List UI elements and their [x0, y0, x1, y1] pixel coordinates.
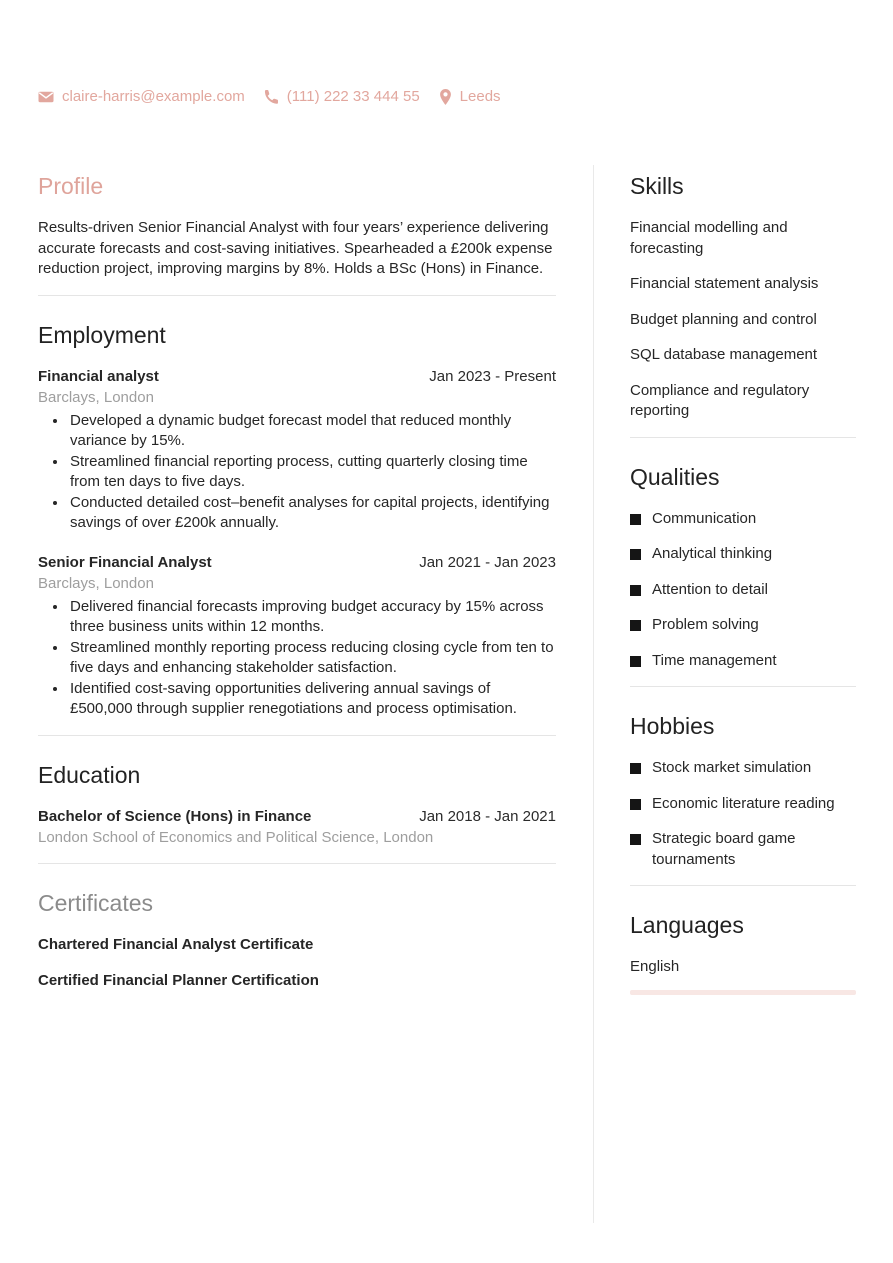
contact-email-text: claire-harris@example.com	[62, 88, 245, 105]
quality-item	[630, 509, 856, 530]
job-header	[38, 553, 556, 573]
quality-label: Problem solving	[652, 616, 759, 633]
job-bullet: • Developed a dynamic budget forecast model that reduced monthly variance by 15%.	[68, 411, 556, 452]
contact-phone-text: (111) 222 33 444 55	[286, 88, 420, 105]
contact-bar	[38, 88, 501, 105]
skill-item: Financial modelling and forecasting	[630, 219, 788, 257]
square-bullet-icon	[630, 514, 641, 525]
square-bullet-icon	[630, 585, 641, 596]
skills-section	[630, 172, 856, 422]
quality-item	[630, 651, 856, 672]
divider-after-employment	[38, 735, 556, 736]
language-name: English	[630, 958, 680, 975]
job-company: Barclays, London	[38, 574, 154, 592]
qualities-heading: Qualities	[630, 463, 720, 490]
right-column	[630, 165, 856, 1223]
qualities-section	[630, 463, 856, 672]
job-title: Senior Financial Analyst	[38, 553, 212, 571]
hobby-item	[630, 829, 856, 870]
job-bullet-list	[38, 597, 556, 720]
location-pin-icon	[439, 89, 452, 105]
education-entry	[38, 807, 556, 848]
languages-heading: Languages	[630, 912, 744, 938]
divider-after-skills	[630, 437, 856, 438]
hobby-label: Strategic board game tournaments	[652, 830, 796, 868]
hobbies-heading: Hobbies	[630, 713, 715, 739]
quality-item	[630, 580, 856, 601]
skills-heading: Skills	[630, 173, 684, 199]
languages-section	[630, 911, 856, 995]
square-bullet-icon	[630, 763, 641, 774]
job-title: Financial analyst	[38, 367, 159, 385]
divider-after-qualities	[630, 686, 856, 687]
job-bullet: • Streamlined monthly reporting process reducing closing cycle from ten to five days and enhancing stakeholder satisfaction.	[68, 638, 556, 679]
skill-item: Compliance and regulatory reporting	[630, 381, 810, 419]
skill-item: Financial statement analysis	[630, 275, 819, 292]
main-columns	[38, 165, 856, 1223]
hobby-item	[630, 794, 856, 815]
square-bullet-icon	[630, 549, 641, 560]
email-icon	[38, 89, 54, 105]
profile-heading: Profile	[38, 173, 104, 199]
job-entry	[38, 553, 556, 720]
job-bullet: • Conducted detailed cost–benefit analyses for capital projects, identifying savings of over £200k annually.	[68, 493, 556, 534]
quality-label: Attention to detail	[652, 580, 768, 598]
contact-location-text: Leeds	[459, 88, 501, 105]
certificate-item: Certified Financial Planner Certification	[38, 971, 319, 989]
job-bullet-list	[38, 411, 556, 534]
job-dates: Jan 2021 - Jan 2023	[419, 553, 556, 571]
hobby-label: Economic literature reading	[652, 794, 835, 812]
job-header	[38, 367, 556, 387]
phone-icon	[264, 89, 279, 104]
job-company: Barclays, London	[38, 388, 154, 406]
square-bullet-icon	[630, 620, 641, 631]
skill-item: Budget planning and control	[630, 310, 817, 328]
profile-text: Results-driven Senior Financial Analyst with four years’ experience delivering accurate forecasts and cost-saving initiatives. Spearheaded a £200k expense reduction project, improving margins by 8%. Holds a BSc (Hons) in Finance.	[38, 219, 553, 277]
divider-after-hobbies	[630, 885, 856, 886]
square-bullet-icon	[630, 799, 641, 810]
contact-location	[439, 88, 501, 105]
certificates-section	[38, 889, 556, 991]
quality-item	[630, 615, 856, 636]
education-school: London School of Economics and Political Science, London	[38, 828, 434, 846]
certificate-item: Chartered Financial Analyst Certificate	[38, 935, 314, 953]
education-header	[38, 807, 556, 827]
quality-label: Analytical thinking	[652, 545, 773, 562]
job-dates: Jan 2023 - Present	[429, 367, 556, 385]
quality-label: Communication	[652, 509, 757, 527]
employment-heading: Employment	[38, 321, 166, 348]
divider-after-education	[38, 863, 556, 864]
square-bullet-icon	[630, 834, 641, 845]
contact-phone	[264, 88, 420, 105]
divider-after-profile	[38, 295, 556, 296]
job-bullet: • Streamlined financial reporting process, cutting quarterly closing time from ten days to five days.	[68, 452, 556, 493]
quality-label: Time management	[652, 651, 777, 669]
job-bullet: • Delivered financial forecasts improving budget accuracy by 15% across three business units within 12 months.	[68, 597, 556, 638]
column-divider	[593, 165, 594, 1223]
education-degree: Bachelor of Science (Hons) in Finance	[38, 807, 312, 825]
language-level-bar	[630, 990, 856, 995]
hobby-item	[630, 758, 856, 779]
job-entry	[38, 367, 556, 534]
skill-item: SQL database management	[630, 346, 818, 363]
quality-item	[630, 544, 856, 565]
education-section	[38, 761, 556, 848]
education-dates: Jan 2018 - Jan 2021	[419, 807, 556, 825]
contact-email	[38, 88, 245, 105]
education-heading: Education	[38, 761, 141, 788]
employment-section	[38, 321, 556, 720]
job-bullet: • Identified cost-saving opportunities delivering annual savings of £500,000 through supplier renegotiations and process optimisation.	[68, 679, 556, 720]
hobby-label: Stock market simulation	[652, 759, 812, 776]
certificates-heading: Certificates	[38, 889, 154, 916]
left-column	[38, 165, 556, 1223]
hobbies-section	[630, 712, 856, 870]
profile-section	[38, 172, 556, 280]
square-bullet-icon	[630, 656, 641, 667]
